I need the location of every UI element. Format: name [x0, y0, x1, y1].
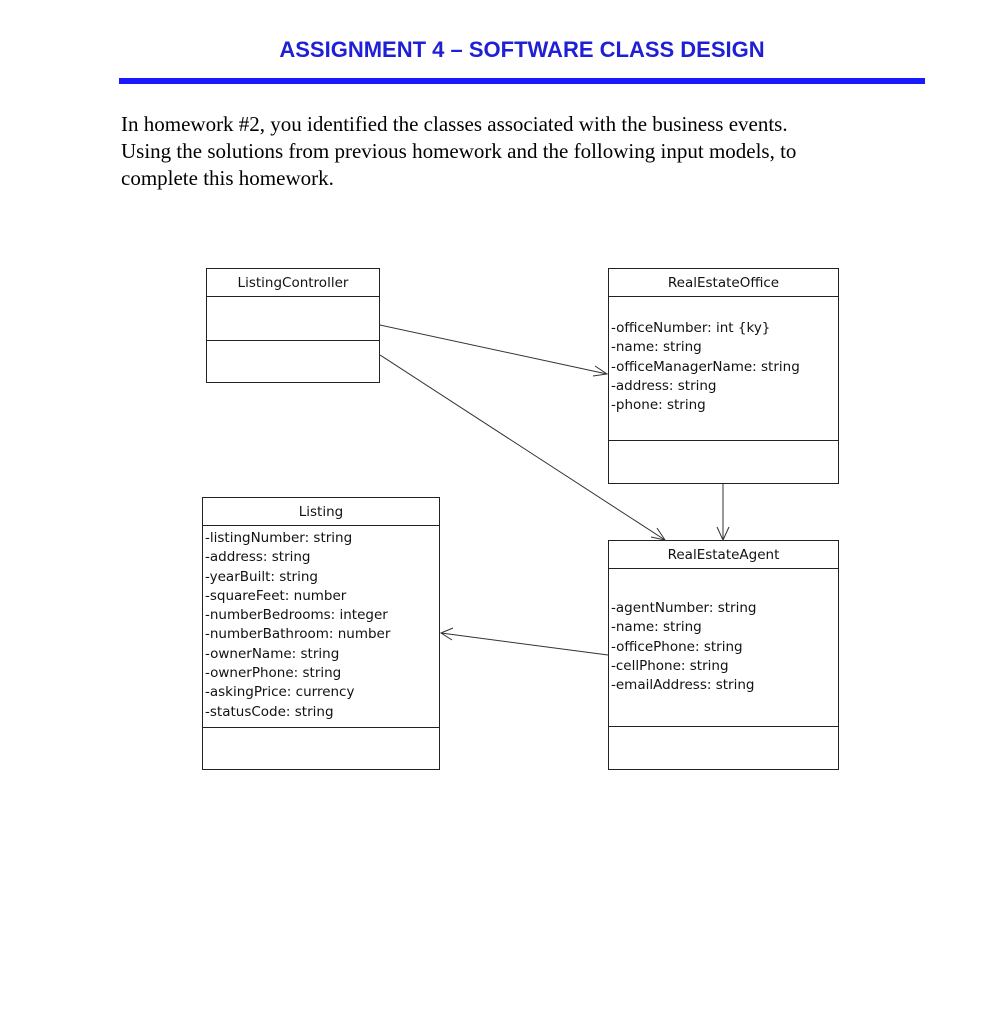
attribute: - ownerPhone: string	[203, 664, 439, 683]
attribute: - address: string	[609, 377, 838, 396]
attribute: - agentNumber: string	[609, 599, 838, 618]
attribute: - squareFeet: number	[203, 587, 439, 606]
intro-line-1: In homework #2, you identified the classes associated with the business events.	[121, 112, 788, 136]
arrow-controller-to-office	[380, 325, 607, 374]
class-name: Listing	[203, 498, 439, 526]
attribute: - yearBuilt: string	[203, 568, 439, 587]
attribute: - numberBedrooms: integer	[203, 606, 439, 625]
class-name: ListingController	[207, 269, 379, 297]
attribute: - name: string	[609, 338, 838, 357]
intro-line-3: complete this homework.	[121, 166, 334, 190]
class-name: RealEstateOffice	[609, 269, 838, 297]
arrow-controller-to-agent	[380, 355, 665, 540]
attribute: - officePhone: string	[609, 638, 838, 657]
attribute: - numberBathroom: number	[203, 625, 439, 644]
class-name: RealEstateAgent	[609, 541, 838, 569]
attribute: - ownerName: string	[203, 645, 439, 664]
attribute: - address: string	[203, 548, 439, 567]
attribute: - officeNumber: int {ky}	[609, 319, 838, 338]
attribute: - listingNumber: string	[203, 529, 439, 548]
attribute: - statusCode: string	[203, 703, 439, 722]
attribute: - officeManagerName: string	[609, 358, 838, 377]
attribute: - emailAddress: string	[609, 676, 838, 695]
arrow-agent-to-listing	[441, 633, 608, 655]
attribute: - askingPrice: currency	[203, 683, 439, 702]
attribute: - cellPhone: string	[609, 657, 838, 676]
attribute: - phone: string	[609, 396, 838, 415]
page-title: ASSIGNMENT 4 – SOFTWARE CLASS DESIGN	[279, 37, 765, 62]
intro-line-2: Using the solutions from previous homework and the following input models, to	[121, 139, 797, 163]
attribute: - name: string	[609, 618, 838, 637]
